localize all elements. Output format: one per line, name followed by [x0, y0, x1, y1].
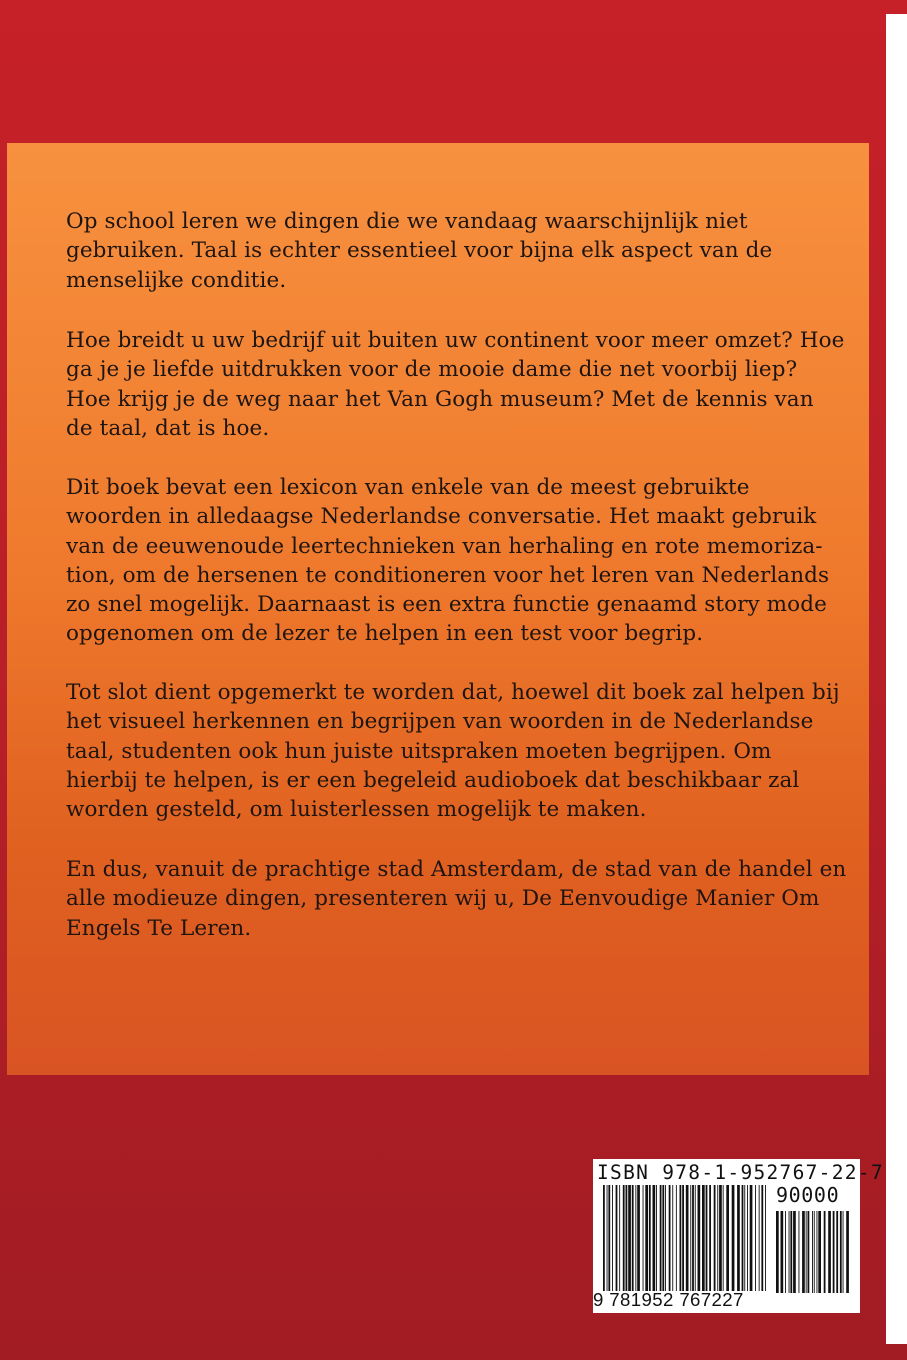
blurb-line: En dus, vanuit de prachtige stad Amsterdam, de stad van de handel en — [66, 857, 847, 882]
barcode-bar — [759, 1185, 760, 1291]
barcode-bar — [612, 1185, 613, 1291]
barcode-bar — [776, 1211, 779, 1293]
barcode-bar — [669, 1185, 671, 1291]
barcode-bar — [706, 1185, 708, 1291]
barcode-bar — [695, 1185, 696, 1291]
barcode-bar — [623, 1185, 625, 1291]
barcode-bar — [690, 1185, 691, 1291]
page-edge — [886, 14, 907, 1344]
barcode-bar — [680, 1185, 682, 1291]
barcode-bar — [632, 1185, 634, 1291]
blurb-line: taal, studenten ook hun juiste uitspraken moeten begrijpen. Om — [66, 738, 772, 764]
blurb-line: Dit boek bevat een lexicon van enkele van de meest gebruikte — [66, 475, 750, 500]
barcode-bar — [781, 1211, 784, 1293]
barcode-bar — [818, 1211, 821, 1293]
blurb-panel — [7, 143, 869, 1075]
blurb-paragraph-3 — [66, 473, 866, 649]
blurb-line: ga je je liefde uitdrukken voor de mooie dame die net voorbij liep? — [66, 357, 798, 383]
barcode-bar — [808, 1211, 810, 1293]
barcode-bar — [662, 1185, 664, 1291]
barcode-bar — [649, 1185, 651, 1291]
blurb-line: alle modieuze dingen, presenteren wij u, De Eenvoudige Manier Om — [66, 886, 820, 912]
barcode-bar — [833, 1211, 835, 1293]
barcode-bar — [843, 1211, 844, 1293]
barcode-bar — [824, 1211, 826, 1293]
barcode-bar — [714, 1185, 716, 1291]
barcode-bar — [747, 1185, 748, 1291]
blurb-line: Op school leren we dingen die we vandaag waarschijnlijk niet — [66, 209, 748, 234]
barcode-bar — [653, 1185, 656, 1291]
barcode-bar — [789, 1211, 790, 1293]
blurb-line: worden gesteld, om luisterlessen mogelijk te maken. — [66, 797, 647, 823]
barcode-bar — [817, 1211, 818, 1293]
barcode-bar — [812, 1211, 813, 1293]
barcode-bar — [719, 1185, 722, 1291]
barcode-bar — [635, 1185, 636, 1291]
barcode-bar — [744, 1185, 745, 1291]
blurb-line: Tot slot dient opgemerkt te worden dat, hoewel dit boek zal helpen bij — [66, 680, 840, 705]
barcode-bar — [709, 1185, 711, 1291]
price-addon-digits: 90000 — [776, 1183, 840, 1207]
blurb-line: Hoe breidt u uw bedrijf uit buiten uw continent voor meer omzet? Hoe — [66, 328, 845, 353]
barcode-bar — [799, 1211, 800, 1293]
barcode-bar — [840, 1211, 842, 1293]
barcode-bar — [665, 1185, 666, 1291]
barcode-bar — [607, 1185, 608, 1291]
barcode-bar — [656, 1185, 657, 1291]
barcode-bar — [750, 1185, 753, 1291]
blurb-line: woorden in alledaagse Nederlandse conversatie. Het maakt gebruik — [66, 504, 817, 530]
barcode-bar — [828, 1211, 831, 1293]
barcode-bar — [790, 1211, 792, 1293]
barcode-bar — [702, 1185, 705, 1291]
blurb-line: gebruiken. Taal is echter essentieel voor bijna elk aspect van de — [66, 238, 773, 264]
blurb-paragraph-1 — [66, 207, 866, 295]
barcode-bar — [737, 1185, 740, 1291]
barcode-bar — [806, 1211, 807, 1293]
barcode-bar — [726, 1185, 729, 1291]
blurb-line: van de eeuwenoude leertechnieken van herhaling en rote memoriza- — [66, 533, 823, 559]
blurb-line: Engels Te Leren. — [66, 915, 252, 941]
barcode-bar — [645, 1185, 648, 1291]
addon-barcode-bars — [776, 1211, 852, 1293]
blurb-paragraph-5 — [66, 855, 866, 943]
blurb-line: zo snel mogelijk. Daarnaast is een extra functie genaamd story mode — [66, 592, 827, 618]
barcode-bar — [619, 1185, 620, 1291]
barcode-bar — [723, 1185, 724, 1291]
ean-digits: 9 781952 767227 — [593, 1289, 744, 1310]
blurb-paragraph-4 — [66, 678, 866, 824]
blurb-paragraph-2 — [66, 326, 866, 443]
blurb-line: het visueel herkennen en begrijpen van woorden in de Nederlandse — [66, 709, 814, 735]
barcode-bar — [603, 1185, 605, 1291]
barcode-bar — [686, 1185, 689, 1291]
barcode-bar — [608, 1185, 610, 1291]
barcode-bar — [660, 1185, 662, 1291]
blurb-line: opgenomen om de lezer te helpen in een test voor begrip. — [66, 621, 704, 647]
barcode-bar — [616, 1185, 618, 1291]
blurb-line: tion, om de hersenen te conditioneren voor het leren van Nederlands — [66, 562, 830, 588]
barcode-bar — [628, 1185, 631, 1291]
isbn-barcode — [593, 1159, 884, 1313]
barcode-bar — [672, 1185, 673, 1291]
barcode-bar — [761, 1185, 763, 1291]
barcode-bar — [742, 1185, 744, 1291]
isbn-label: ISBN 978-1-952767-22-7 — [597, 1161, 884, 1184]
blurb-line: Hoe krijg je de weg naar het Van Gogh museum? Met de kennis van — [66, 386, 814, 412]
barcode-bar — [643, 1185, 644, 1291]
barcode-bar — [637, 1185, 640, 1291]
barcode-bar — [802, 1211, 805, 1293]
barcode-bar — [682, 1185, 684, 1291]
blurb-line: de taal, dat is hoe. — [66, 415, 270, 441]
barcode-bar — [836, 1211, 838, 1293]
barcode-bar — [755, 1185, 756, 1291]
barcode-bar — [785, 1211, 786, 1293]
barcode-bar — [765, 1185, 766, 1291]
barcode-bar — [717, 1185, 718, 1291]
blurb-line: menselijke conditie. — [66, 267, 287, 293]
barcode-bar — [676, 1185, 677, 1291]
barcode-bar — [846, 1211, 849, 1293]
barcode-bar — [732, 1185, 735, 1291]
barcode-bar — [692, 1185, 694, 1291]
barcode-bar — [698, 1185, 701, 1291]
blurb-line: hierbij te helpen, is er een begeleid audioboek dat beschikbaar zal — [66, 767, 800, 793]
barcode-bar — [814, 1211, 815, 1293]
barcode-bar — [793, 1211, 796, 1293]
barcode-bar — [626, 1185, 628, 1291]
ean-barcode-bars — [603, 1185, 768, 1291]
